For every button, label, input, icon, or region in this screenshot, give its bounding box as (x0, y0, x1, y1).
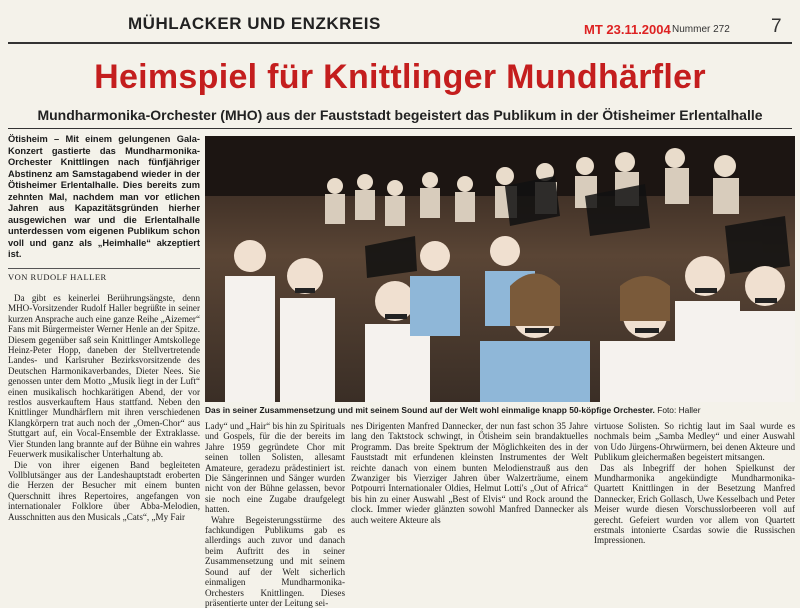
column-1 (8, 293, 200, 573)
lead-paragraph: Ötisheim – Mit einem gelungenen Gala-Konzert gastierte das Mundharmonika-Orchester Knittlingen nach fünfjähriger Abstinenz am Samstagabend wieder in der Ötisheimer Erlentalhalle. Dies bereits zum zehnten Mal, nachdem man vor etlichen Jahren aus Kapazitätsgründen hierher ausgewichen war und die Erlentalhalle unterdessen vom eigenen Publikum schon voll und ganz als „Heimhalle“ akzeptiert ist. (8, 134, 200, 259)
photo-credit: Foto: Haller (657, 405, 701, 415)
orchestra-photo (205, 136, 795, 402)
column-3 (351, 421, 588, 575)
page-number: 7 (771, 16, 782, 37)
col2-paragraph: Wahre Begeisterungsstürme des fachkundigen Publikums gab es allerdings auch zuvor und danach beim Auftritt des in seiner Zusammensetzung und mit seinem Sound auf der Welt sicherlich einmaligen Mundharmonika-Orchesters Knittlingen. Dieses präsentierte unter der Leitung sei- (205, 514, 345, 608)
col3-paragraph: nes Dirigenten Manfred Dannecker, der nun fast schon 35 Jahre lang den Taktstock schwingt, in Ötisheim sein brandaktuelles Programm. Das breite Spektrum der Möglichkeiten des in der Fauststadt mit erfundenen kleinsten Instrumentes der Welt reichte danach von einem bunten Melodienstrauß aus den Zwanziger bis Vierziger Jahren über Walzerträume, einem Potpourri Internationaler Oldies, Helmut Lotti's „Out of Africa“ bis hin zu einer Auswahl „Best of Elvis“ und Rock around the clock. Immer wieder glänzten sowohl Manfred Dannecker als auch weitere Akteure als (351, 421, 588, 525)
byline: VON RUDOLF HALLER (8, 268, 200, 282)
col1-paragraph: Die von ihrer eigenen Band begleiteten Vollblutsänger aus der Landeshauptstadt eroberten die Herzen der Besucher mit einem bunten Querschnitt ihres Repertoires, angefangen von internationaler Folklore über Abba-Melodien, Ausschnitten aus den Musicals „Cats“, „My Fair (8, 459, 200, 522)
column-2 (205, 421, 345, 608)
section-title: MÜHLACKER UND ENZKREIS (128, 14, 381, 33)
header-rule (8, 42, 792, 44)
photo-caption (205, 405, 795, 415)
issue-number: Nummer 272 (672, 24, 730, 35)
orchestra-photo-graphic (205, 136, 795, 402)
col4-paragraph: virtuose Solisten. So richtig laut im Saal wurde es nochmals beim „Samba Medley“ und einer Auswahl von Udo Jürgens-Ohrwürmern, bei denen Akteure und Publikum gleichermaßen begeistert mitsangen. (594, 421, 795, 463)
col2-paragraph: Lady“ und „Hair“ bis hin zu Spirituals und Gospels, für die der bereits im Jahre 1959 gegründete Chor mit seinen tollen Solisten, allesamt Amateure, geradezu prädestiniert ist. Die Sängerinnen und Sänger wurden nicht von der Bühne gelassen, bevor sie noch eine Zugabe draufgelegt hatten. (205, 421, 345, 515)
column-4 (594, 421, 795, 575)
caption-text: Das in seiner Zusammensetzung und mit seinem Sound auf der Welt wohl einmalige knapp 50-köpfige Orchester. (205, 405, 655, 415)
col1-paragraph: Da gibt es keinerlei Berührungsängste, denn MHO-Vorsitzender Rudolf Haller begrüßte in seiner kurzen Ansprache auch eine ganze Reihe „Aizemer“ Fans mit Bürgermeister Werner Henle an der Spitze. Diesem gegenüber saß sein Knittlinger Amtskollege Heinz-Peter Hopp, daneben der Stellvertretende Landes- und Karlsruher Bezirksvorsitzende des Deutschen Harmonikaverbandes, Dieter Nees. Sie genossen unter dem Motto „Musik liegt in der Luft“ einen musikalisch hochkarätigen Abend, der vor restlos ausverkauftem Haus stattfand. Neben den Knittlinger Mundhärflern mit ihren verschiedenen Klangkörpern trat auch noch der „Omen-Chor“ aus Stuttgart auf, ein Vocal-Ensemble der Extraklasse. Vier Stunden lang brannte auf der Bühne ein wahres Feuerwerk musikalischer Unterhaltung ab. (8, 293, 200, 460)
subheadline: Mundharmonika-Orchester (MHO) aus der Fauststadt begeistert das Publikum in der Ötisheimer Erlentalhalle (37, 107, 763, 123)
issue-date: MT 23.11.2004 (584, 22, 671, 37)
col4-paragraph: Das als Inbegriff der hohen Spielkunst der Mundharmonika angekündigte Mundharmonika-Quartett Knittlingen in der Besetzung Manfred Dannecker, Erich Gollasch, Uwe Kesselbach und Peter Meiser wurde diesen Vorschusslorbeeren voll auf gerecht. Gefeiert wurden vor allem von Quartett erstmals intonierte Csardas sowie die Russischen Impressionen. (594, 462, 795, 546)
subhead-rule (8, 128, 792, 129)
headline: Heimspiel für Knittlinger Mundhärfler (94, 58, 706, 96)
